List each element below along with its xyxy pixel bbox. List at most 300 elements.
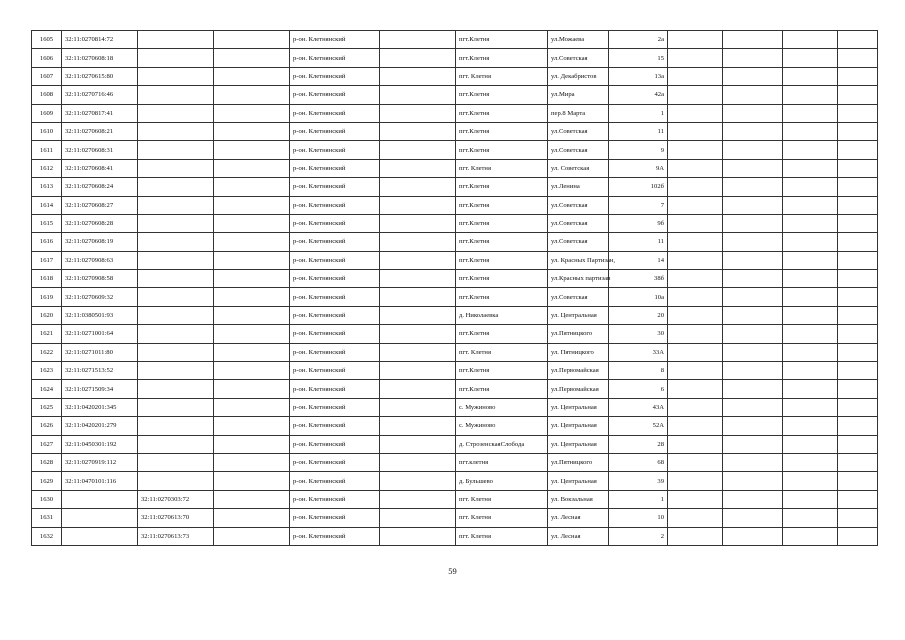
row-number-cell: 1618 <box>32 270 62 288</box>
empty-cell <box>723 178 783 196</box>
cadastral-number-alt-cell <box>138 104 214 122</box>
table-row <box>32 362 878 380</box>
row-number-cell: 1627 <box>32 435 62 453</box>
empty-cell <box>668 490 723 508</box>
street-cell: ул. Красных Партизан, <box>548 251 609 269</box>
table-row <box>32 417 878 435</box>
district-cell: р-он. Клетнянский <box>290 453 380 471</box>
cadastral-number-alt-cell <box>138 288 214 306</box>
settlement-cell: пгт.Клетня <box>456 178 548 196</box>
district-cell: р-он. Клетнянский <box>290 306 380 324</box>
empty-cell <box>783 435 838 453</box>
settlement-cell: пгт.Клетня <box>456 196 548 214</box>
district-cell: р-он. Клетнянский <box>290 251 380 269</box>
empty-cell <box>838 343 878 361</box>
table-row <box>32 196 878 214</box>
street-cell: ул. Центральная <box>548 398 609 416</box>
cadastral-number-cell: 32:11:0271011:80 <box>62 343 138 361</box>
empty-cell <box>668 122 723 140</box>
street-cell: ул.Советская <box>548 141 609 159</box>
empty-cell <box>838 67 878 85</box>
row-number-cell: 1626 <box>32 417 62 435</box>
settlement-cell: пгт. Клетня <box>456 490 548 508</box>
cadastral-number-alt-cell <box>138 325 214 343</box>
cadastral-number-alt-cell <box>138 178 214 196</box>
empty-cell <box>214 435 290 453</box>
house-number-cell: 39 <box>609 472 668 490</box>
empty-cell <box>783 196 838 214</box>
empty-cell <box>380 490 456 508</box>
house-number-cell: 20 <box>609 306 668 324</box>
row-number-cell: 1614 <box>32 196 62 214</box>
empty-cell <box>838 159 878 177</box>
settlement-cell: пгт.Клетня <box>456 214 548 232</box>
empty-cell <box>380 509 456 527</box>
district-cell: р-он. Клетнянский <box>290 196 380 214</box>
settlement-cell: д. Бульшево <box>456 472 548 490</box>
empty-cell <box>723 472 783 490</box>
cadastral-number-alt-cell <box>138 453 214 471</box>
empty-cell <box>214 453 290 471</box>
empty-cell <box>214 490 290 508</box>
empty-cell <box>723 325 783 343</box>
empty-cell <box>668 214 723 232</box>
table-row <box>32 509 878 527</box>
house-number-cell: 1 <box>609 490 668 508</box>
district-cell: р-он. Клетнянский <box>290 362 380 380</box>
street-cell: ул. Центральная <box>548 306 609 324</box>
street-cell: ул. Лесная <box>548 509 609 527</box>
empty-cell <box>668 380 723 398</box>
district-cell: р-он. Клетнянский <box>290 380 380 398</box>
table-row <box>32 398 878 416</box>
street-cell: ул.Советская <box>548 288 609 306</box>
district-cell: р-он. Клетнянский <box>290 435 380 453</box>
empty-cell <box>668 398 723 416</box>
settlement-cell: пгт. Клетня <box>456 159 548 177</box>
empty-cell <box>838 196 878 214</box>
empty-cell <box>783 49 838 67</box>
house-number-cell: 13а <box>609 67 668 85</box>
cadastral-number-cell: 32:11:0470101:116 <box>62 472 138 490</box>
row-number-cell: 1621 <box>32 325 62 343</box>
empty-cell <box>723 417 783 435</box>
street-cell: ул.Советская <box>548 49 609 67</box>
empty-cell <box>723 527 783 545</box>
table-row <box>32 527 878 545</box>
empty-cell <box>723 380 783 398</box>
settlement-cell: пгт. Клетня <box>456 67 548 85</box>
house-number-cell: 9А <box>609 159 668 177</box>
settlement-cell: д. СтрозенскаяСлобода <box>456 435 548 453</box>
cadastral-number-cell: 32:11:0271509:34 <box>62 380 138 398</box>
table-row <box>32 159 878 177</box>
empty-cell <box>214 49 290 67</box>
empty-cell <box>783 490 838 508</box>
cadastral-number-cell: 32:11:0270608:21 <box>62 122 138 140</box>
street-cell: ул.Мира <box>548 86 609 104</box>
house-number-cell: 14 <box>609 251 668 269</box>
empty-cell <box>380 527 456 545</box>
district-cell: р-он. Клетнянский <box>290 31 380 49</box>
empty-cell <box>838 398 878 416</box>
cadastral-number-cell: 32:11:0270817:41 <box>62 104 138 122</box>
house-number-cell: 8 <box>609 362 668 380</box>
house-number-cell: 6 <box>609 380 668 398</box>
empty-cell <box>723 104 783 122</box>
table-row <box>32 214 878 232</box>
table-row <box>32 343 878 361</box>
settlement-cell: д. Николаевка <box>456 306 548 324</box>
empty-cell <box>380 122 456 140</box>
empty-cell <box>668 270 723 288</box>
settlement-cell: пгт.Клетня <box>456 233 548 251</box>
district-cell: р-он. Клетнянский <box>290 527 380 545</box>
settlement-cell: пгт.Клетня <box>456 141 548 159</box>
house-number-cell: 11 <box>609 122 668 140</box>
table-row <box>32 490 878 508</box>
district-cell: р-он. Клетнянский <box>290 67 380 85</box>
house-number-cell: 10а <box>609 288 668 306</box>
empty-cell <box>214 343 290 361</box>
row-number-cell: 1617 <box>32 251 62 269</box>
empty-cell <box>838 288 878 306</box>
empty-cell <box>668 288 723 306</box>
cadastral-number-cell: 32:11:0270608:28 <box>62 214 138 232</box>
empty-cell <box>214 509 290 527</box>
table-row <box>32 270 878 288</box>
empty-cell <box>783 509 838 527</box>
cadastral-number-alt-cell <box>138 159 214 177</box>
table-row <box>32 31 878 49</box>
empty-cell <box>668 104 723 122</box>
house-number-cell: 38б <box>609 270 668 288</box>
empty-cell <box>668 178 723 196</box>
cadastral-number-alt-cell <box>138 86 214 104</box>
cadastral-number-cell <box>62 509 138 527</box>
empty-cell <box>838 453 878 471</box>
house-number-cell: 1 <box>609 104 668 122</box>
empty-cell <box>214 417 290 435</box>
empty-cell <box>214 472 290 490</box>
empty-cell <box>668 159 723 177</box>
house-number-cell: 9б <box>609 214 668 232</box>
cadastral-number-cell: 32:11:0270814:72 <box>62 31 138 49</box>
empty-cell <box>668 417 723 435</box>
cadastral-number-cell: 32:11:0270908:63 <box>62 251 138 269</box>
settlement-cell: пгт.Клетня <box>456 104 548 122</box>
empty-cell <box>838 104 878 122</box>
row-number-cell: 1622 <box>32 343 62 361</box>
row-number-cell: 1610 <box>32 122 62 140</box>
empty-cell <box>838 509 878 527</box>
district-cell: р-он. Клетнянский <box>290 104 380 122</box>
district-cell: р-он. Клетнянский <box>290 122 380 140</box>
table-row <box>32 67 878 85</box>
row-number-cell: 1628 <box>32 453 62 471</box>
empty-cell <box>838 362 878 380</box>
empty-cell <box>380 472 456 490</box>
empty-cell <box>783 31 838 49</box>
empty-cell <box>783 398 838 416</box>
empty-cell <box>668 49 723 67</box>
empty-cell <box>838 435 878 453</box>
empty-cell <box>783 288 838 306</box>
empty-cell <box>723 233 783 251</box>
empty-cell <box>380 251 456 269</box>
empty-cell <box>668 325 723 343</box>
empty-cell <box>214 288 290 306</box>
cadastral-number-alt-cell <box>138 214 214 232</box>
empty-cell <box>380 86 456 104</box>
empty-cell <box>723 251 783 269</box>
empty-cell <box>214 214 290 232</box>
empty-cell <box>214 178 290 196</box>
district-cell: р-он. Клетнянский <box>290 398 380 416</box>
cadastral-number-alt-cell <box>138 270 214 288</box>
district-cell: р-он. Клетнянский <box>290 288 380 306</box>
row-number-cell: 1625 <box>32 398 62 416</box>
street-cell: ул.Советская <box>548 122 609 140</box>
registry-table-body <box>32 31 878 546</box>
house-number-cell: 2 <box>609 527 668 545</box>
settlement-cell: пгт. Клетня <box>456 527 548 545</box>
empty-cell <box>838 31 878 49</box>
street-cell: ул.Советская <box>548 233 609 251</box>
district-cell: р-он. Клетнянский <box>290 49 380 67</box>
row-number-cell: 1624 <box>32 380 62 398</box>
empty-cell <box>380 398 456 416</box>
empty-cell <box>783 86 838 104</box>
empty-cell <box>380 196 456 214</box>
empty-cell <box>668 509 723 527</box>
cadastral-number-cell <box>62 527 138 545</box>
district-cell: р-он. Клетнянский <box>290 509 380 527</box>
empty-cell <box>214 306 290 324</box>
row-number-cell: 1630 <box>32 490 62 508</box>
cadastral-number-alt-cell <box>138 251 214 269</box>
empty-cell <box>723 509 783 527</box>
empty-cell <box>838 49 878 67</box>
empty-cell <box>214 159 290 177</box>
row-number-cell: 1620 <box>32 306 62 324</box>
empty-cell <box>668 233 723 251</box>
row-number-cell: 1612 <box>32 159 62 177</box>
empty-cell <box>380 362 456 380</box>
street-cell: ул.Можаева <box>548 31 609 49</box>
empty-cell <box>783 159 838 177</box>
house-number-cell: 30 <box>609 325 668 343</box>
table-row <box>32 122 878 140</box>
street-cell: ул. Советская <box>548 159 609 177</box>
row-number-cell: 1632 <box>32 527 62 545</box>
empty-cell <box>380 288 456 306</box>
empty-cell <box>668 67 723 85</box>
empty-cell <box>668 141 723 159</box>
row-number-cell: 1606 <box>32 49 62 67</box>
district-cell: р-он. Клетнянский <box>290 343 380 361</box>
settlement-cell: пгт.клетня <box>456 453 548 471</box>
cadastral-number-cell: 32:11:0380501:93 <box>62 306 138 324</box>
empty-cell <box>214 362 290 380</box>
street-cell: ул. Центральная <box>548 417 609 435</box>
house-number-cell: 2а <box>609 31 668 49</box>
empty-cell <box>838 472 878 490</box>
empty-cell <box>723 306 783 324</box>
row-number-cell: 1611 <box>32 141 62 159</box>
district-cell: р-он. Клетнянский <box>290 490 380 508</box>
empty-cell <box>838 270 878 288</box>
street-cell: ул.Советская <box>548 196 609 214</box>
cadastral-number-alt-cell <box>138 380 214 398</box>
street-cell: ул.Ленина <box>548 178 609 196</box>
empty-cell <box>668 435 723 453</box>
street-cell: ул. Центральная <box>548 472 609 490</box>
cadastral-number-cell: 32:11:0271001:64 <box>62 325 138 343</box>
empty-cell <box>668 86 723 104</box>
empty-cell <box>380 306 456 324</box>
empty-cell <box>838 233 878 251</box>
cadastral-number-cell: 32:11:0270608:41 <box>62 159 138 177</box>
empty-cell <box>838 251 878 269</box>
street-cell: ул.Советская <box>548 214 609 232</box>
empty-cell <box>668 306 723 324</box>
cadastral-number-alt-cell: 32:11:0270613:70 <box>138 509 214 527</box>
empty-cell <box>214 122 290 140</box>
empty-cell <box>214 325 290 343</box>
cadastral-number-alt-cell: 32:11:0270303:72 <box>138 490 214 508</box>
empty-cell <box>214 141 290 159</box>
empty-cell <box>838 490 878 508</box>
cadastral-number-alt-cell <box>138 67 214 85</box>
settlement-cell: пгт.Клетня <box>456 288 548 306</box>
empty-cell <box>838 527 878 545</box>
settlement-cell: с. Мужиново <box>456 417 548 435</box>
empty-cell <box>838 306 878 324</box>
table-row <box>32 288 878 306</box>
district-cell: р-он. Клетнянский <box>290 86 380 104</box>
empty-cell <box>723 362 783 380</box>
table-row <box>32 86 878 104</box>
street-cell: ул. Лесная <box>548 527 609 545</box>
district-cell: р-он. Клетнянский <box>290 159 380 177</box>
empty-cell <box>668 251 723 269</box>
empty-cell <box>668 527 723 545</box>
empty-cell <box>838 86 878 104</box>
table-row <box>32 380 878 398</box>
empty-cell <box>723 343 783 361</box>
empty-cell <box>723 122 783 140</box>
district-cell: р-он. Клетнянский <box>290 214 380 232</box>
empty-cell <box>380 178 456 196</box>
cadastral-number-alt-cell <box>138 417 214 435</box>
house-number-cell: 43А <box>609 398 668 416</box>
empty-cell <box>783 343 838 361</box>
cadastral-number-cell: 32:11:0271513:52 <box>62 362 138 380</box>
empty-cell <box>723 159 783 177</box>
cadastral-number-alt-cell <box>138 233 214 251</box>
empty-cell <box>214 270 290 288</box>
cadastral-number-alt-cell <box>138 306 214 324</box>
page-number: 59 <box>448 566 457 576</box>
empty-cell <box>783 306 838 324</box>
cadastral-number-cell: 32:11:0270608:31 <box>62 141 138 159</box>
empty-cell <box>214 251 290 269</box>
empty-cell <box>723 214 783 232</box>
empty-cell <box>668 31 723 49</box>
empty-cell <box>380 31 456 49</box>
empty-cell <box>723 141 783 159</box>
street-cell: ул. Декабристов <box>548 67 609 85</box>
cadastral-number-alt-cell <box>138 141 214 159</box>
address-registry-table <box>31 30 878 546</box>
empty-cell <box>668 453 723 471</box>
district-cell: р-он. Клетнянский <box>290 325 380 343</box>
empty-cell <box>838 380 878 398</box>
empty-cell <box>783 178 838 196</box>
empty-cell <box>723 288 783 306</box>
settlement-cell: пгт.Клетня <box>456 380 548 398</box>
empty-cell <box>668 196 723 214</box>
empty-cell <box>214 104 290 122</box>
house-number-cell: 42а <box>609 86 668 104</box>
cadastral-number-cell: 32:11:0270609:32 <box>62 288 138 306</box>
empty-cell <box>380 104 456 122</box>
empty-cell <box>838 178 878 196</box>
cadastral-number-cell: 32:11:0270716:46 <box>62 86 138 104</box>
cadastral-number-alt-cell <box>138 196 214 214</box>
settlement-cell: пгт.Клетня <box>456 270 548 288</box>
house-number-cell: 68 <box>609 453 668 471</box>
street-cell: ул. Вокзальная <box>548 490 609 508</box>
empty-cell <box>723 435 783 453</box>
district-cell: р-он. Клетнянский <box>290 417 380 435</box>
row-number-cell: 1605 <box>32 31 62 49</box>
empty-cell <box>668 362 723 380</box>
cadastral-number-cell: 32:11:0450301:192 <box>62 435 138 453</box>
settlement-cell: пгт.Клетня <box>456 251 548 269</box>
table-row <box>32 435 878 453</box>
settlement-cell: пгт.Клетня <box>456 122 548 140</box>
table-row <box>32 49 878 67</box>
row-number-cell: 1615 <box>32 214 62 232</box>
empty-cell <box>380 435 456 453</box>
registry-sheet <box>31 30 877 546</box>
empty-cell <box>783 325 838 343</box>
settlement-cell: пгт.Клетня <box>456 362 548 380</box>
row-number-cell: 1631 <box>32 509 62 527</box>
empty-cell <box>723 86 783 104</box>
empty-cell <box>214 86 290 104</box>
empty-cell <box>783 67 838 85</box>
house-number-cell: 15 <box>609 49 668 67</box>
cadastral-number-cell: 32:11:0420201:345 <box>62 398 138 416</box>
empty-cell <box>838 417 878 435</box>
house-number-cell: 11 <box>609 233 668 251</box>
street-cell: ул.Первомайская <box>548 380 609 398</box>
cadastral-number-alt-cell <box>138 343 214 361</box>
empty-cell <box>380 270 456 288</box>
cadastral-number-alt-cell <box>138 398 214 416</box>
empty-cell <box>380 67 456 85</box>
table-row <box>32 472 878 490</box>
table-row <box>32 141 878 159</box>
empty-cell <box>723 453 783 471</box>
empty-cell <box>214 398 290 416</box>
street-cell: ул. Пятницкого <box>548 343 609 361</box>
settlement-cell: пгт. Клетня <box>456 509 548 527</box>
empty-cell <box>214 67 290 85</box>
